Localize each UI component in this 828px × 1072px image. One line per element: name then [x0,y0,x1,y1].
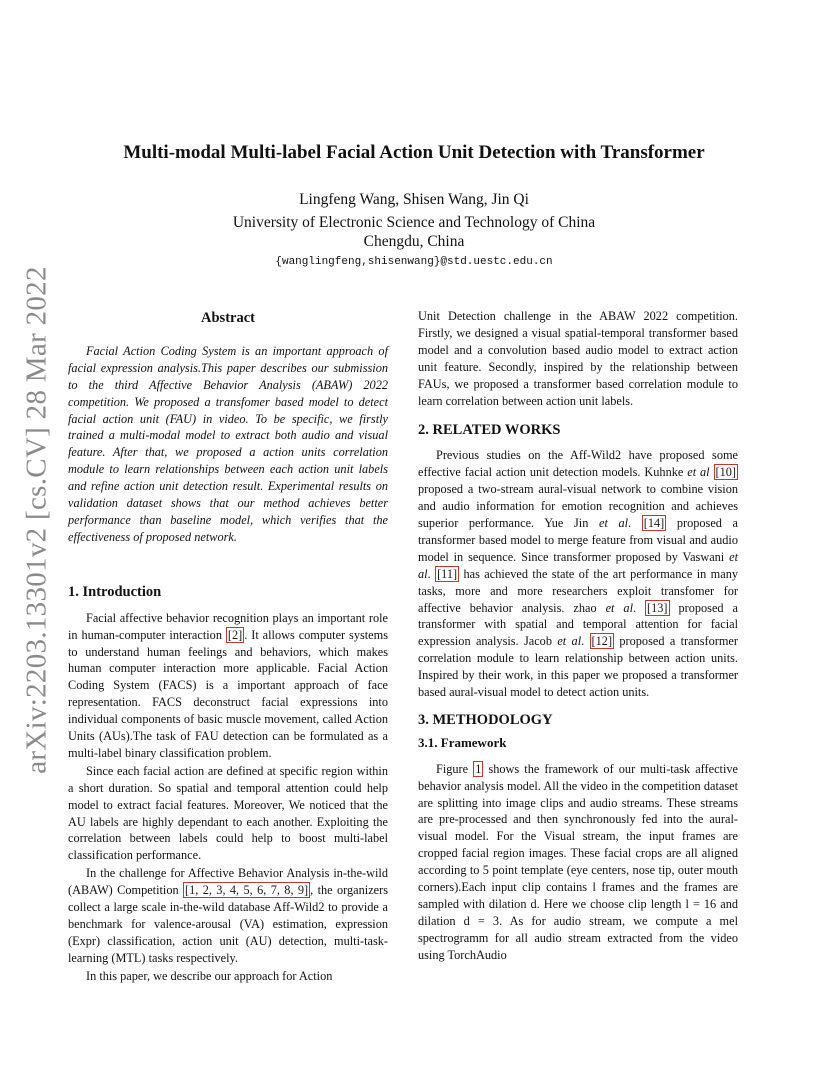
et-al: et al [605,600,633,615]
citation-link[interactable]: [12] [591,634,613,649]
paper-title: Multi-modal Multi-label Facial Action Unit Detection with Transformer [123,142,705,163]
methodology-heading: 3. METHODOLOGY [418,711,553,728]
abstract-body [68,343,388,546]
et-al: et al [687,465,710,480]
arxiv-identifier: arXiv:2203.13301v2 [cs.CV] 28 Mar 2022 [20,266,53,774]
framework-subheading: 3.1. Framework [418,734,507,750]
intro-paragraph-3 [68,865,388,966]
text-run: shows the framework of our multi-task affective behavior analysis model. All the video in the competition dataset are splitting into image clips and audio streams. These streams are pre-processed and then synchronously fed into the aural-visual model. For the Visual stream, the input frames are cropped facial region images. These facial crops are all aligned according to 5 point template (eye centers, nose tip, outer mouth corners).Each input clip contains l frames and the frames are sampled with dilation d. Here we choose clip length l = 16 and dilation d = 3. As for audio stream, we compute a mel spectrogramm for all audio stream extracted from the video using TorchAudio [418,761,738,962]
citation-link[interactable]: [13] [647,600,668,615]
related-works-heading: 2. RELATED WORKS [418,422,561,439]
text-run: . It allows computer systems to understand human feelings and behaviors, which makes human computer interaction more applicable. Facial Action Coding System (FACS) is a important approach of face representation. FACS deconstruct facial expressions into individual components of basic muscle movement, called Action Units (AUs).The task of FAU detection can be formulated as a multi-label binary classification problem. [68,627,388,760]
right-column [418,308,738,964]
author-email[interactable]: {wanglingfeng,shisenwang}@std.uestc.edu.cn [275,256,553,268]
intro-paragraph-continued: Unit Detection challenge in the ABAW 2022 competition. Firstly, we designed a visual spatial-temporal transformer based model and a convolution based audio model to extract action unit feature. Secondly, inspired by the relationship between FAUs, we proposed a transformer based correlation module to learn correlation between action unit labels. [418,309,738,408]
affiliation-city: Chengdu, China [363,233,465,250]
text-run: proposed a transformer correlation module to learn relationship between action units. Inspired by their work, in this paper we proposed a transformer based aural-visual model to detect action units. [418,634,738,700]
citation-link[interactable]: [14] [643,515,665,530]
text-run: proposed a transformer with spatial and temporal attention for facial expression analysis. Jacob [418,600,738,649]
abstract-text: Facial Action Coding System is an important approach of facial expression analysis.This paper describes our submission to the third Affective Behavior Analysis (ABAW) 2022 competition. We proposed a transfomer based model to detect facial action unit (FAU) in video. To be specific, we firstly trained a multi-modal model to extract both audio and visual feature. After that, we proposed a action units correlation module to learn relationships between each action unit labels and refine action unit detection result. Experimental results on validation dataset shows that our method achieves better performance than baseline model, which verifies that the effectiveness of proposed network. [68,343,388,544]
citation-link[interactable]: [11] [437,566,458,581]
citation-link[interactable]: [1, 2, 3, 4, 5, 6, 7, 8, 9] [185,883,309,898]
intro-paragraph-1 [68,610,388,762]
intro-paragraph-2: Since each facial action are defined at specific region within a short duration. So spatial and temporal attention could help model to extract facial features. Moreover, We noticed that the AU labels are highly dependant to each another. Exploiting the correlation between labels could help to boost multi-label classification performance. [68,763,388,863]
text-run: , the organizers collect a large scale in-the-wild database Aff-Wild2 to provide a benchmark for valence-arousal (VA) estimation, expression (Expr) classification, action unit (AU) detection, multi-task-learning (MTL) tasks respectively. [68,883,388,965]
framework-paragraph [418,761,738,964]
abstract-heading: Abstract [201,310,255,326]
author-list: Lingfeng Wang, Shisen Wang, Jin Qi [299,191,529,208]
left-column [68,310,388,985]
introduction-heading: 1. Introduction [68,583,162,600]
text-run: Previous studies on the Aff-Wild2 have proposed some effective facial action unit detection models. Kuhnke [418,448,738,480]
affiliation: University of Electronic Science and Technology of China [232,214,596,231]
intro-paragraph-4: In this paper, we describe our approach for Action [86,968,333,983]
text-run: has achieved the state of the art performance in many tasks, more and more researchers exploit transfomer for affective behavior analysis. zhao [418,566,738,615]
related-works-paragraph: Previous studies on the Aff-Wild2 have proposed some effective facial action unit detection models. Kuhnke et al [10] proposed a two-stream aural-visual network to combine vision and audio information for emotion recognition and achieves superior performance. Yue Jin et al. [14] proposed a transformer based model to merge feature from visual and audio model in sequence. Since transformer proposed by Vaswani et al. [11] has achieved the state of the art performance in many tasks, more and more researchers exploit transfomer for affective behavior analysis. zhao et al. [13] proposed a transformer with spatial and temporal attention for facial expression analysis. Jacob et al. [12] proposed a transformer correlation module to learn relationship between action units. Inspired by their work, in this paper we proposed a transformer based aural-visual model to detect action units. [418,448,739,700]
figure-link[interactable]: 1 [475,761,482,776]
text-run: proposed a two-stream aural-visual network to combine vision and audio information for emotion recognition and achieves superior performance. Yue Jin [418,482,738,530]
citation-link[interactable]: [2] [227,627,243,642]
text-run: In the challenge for Affective Behavior Analysis in-the-wild (ABAW) Competition [68,866,388,898]
text-run: proposed a transformer based model to merge feature from visual and audio model in sequence. Since transformer proposed by Vaswani [418,515,739,564]
et-al: et al [418,549,738,581]
et-al: et al [557,634,582,649]
et-al: et al [598,515,629,530]
text-run: Facial affective behavior recognition plays an important role in human-computer interaction [68,610,388,642]
citation-link[interactable]: [10] [715,465,737,480]
text-run: Figure [436,761,474,776]
